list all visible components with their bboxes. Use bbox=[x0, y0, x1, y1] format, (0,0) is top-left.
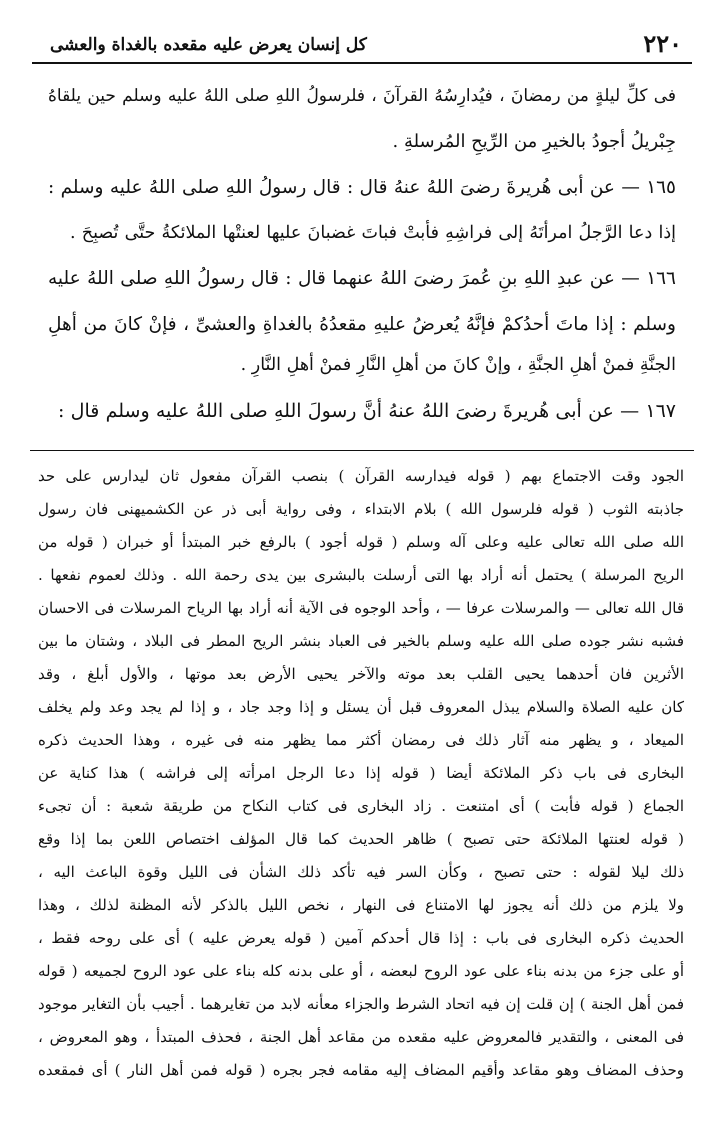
commentary-line: فمن أهل الجنة ) إن قلت إن فيه اتحاد الشرط والجزاء معأنه لابد من تغايرهما . أجيب بأن التغاير موجود bbox=[38, 995, 684, 1013]
commentary-line: ( قوله لعنتها الملائكة حتى تصبح ) ظاهر الحديث كما قال المؤلف اختصاص اللعن بما إذا وقع bbox=[38, 830, 684, 848]
commentary-line: الريح المرسلة ) يحتمل أنه أراد بها التى أرسلت بالبشرى بين يدى رحمة الله . وذلك لعموم نفعها . bbox=[38, 566, 684, 584]
hadith-166-heading: ١٦٦ — عن عبدِ اللهِ بنِ عُمرَ رضىَ اللهُ عنهما قال : قال رسولُ اللهِ صلى اللهُ عليه bbox=[48, 268, 676, 289]
main-text-line: فى كلِّ ليلةٍ من رمضانَ ، فيُدارِسُهُ القرآنَ ، فلرسولُ اللهِ صلى اللهُ عليه وسلم حين يلقاهُ bbox=[48, 86, 676, 106]
page-header bbox=[50, 22, 682, 60]
commentary-line: الأثرين فان أحدهما يحيى القلب بعد موته والآخر يحيى الأرض بعد موتها ، والأول أبلغ ، وقد bbox=[38, 665, 684, 683]
commentary-line: ولا يلزم من ذلك أنه يجوز لها الامتناع فى النهار ، نخص الليل بالذكر لأنه المظنة لذلك ، وهذا bbox=[38, 896, 684, 914]
commentary-divider bbox=[30, 450, 694, 451]
commentary-line: كان عليه الصلاة والسلام يبذل المعروف قبل أن يسئل و إذا وجد جاد ، و إذا لم يجد وعد ولم يخلف bbox=[38, 698, 684, 716]
commentary-line: فشبه نشر جوده صلى الله عليه وسلم بالخير فى العباد بنشر الريح المطر فى البلاد ، وشتان ما بين bbox=[38, 632, 684, 650]
main-text-line: الجنَّةِ فمنْ أهلِ الجنَّةِ ، وإنْ كانَ من أهلِ النَّارِ فمنْ أهلِ النَّارِ . bbox=[240, 355, 676, 375]
commentary-line: ذلك ليلا لقوله : حتى تصبح ، وكأن السر فيه تأكد ذلك الشأن فى الليل وقوة الباعث اليه ، bbox=[38, 863, 684, 881]
main-text-line: إذا دعا الرَّجلُ امرأتَهُ إلى فراشِهِ فأبتْ فباتَ غضبانَ عليها لعنتْها الملائكةُ حتَّى تُصبِحَ . bbox=[70, 223, 676, 243]
commentary-line: الميعاد ، و يظهر منه آثار ذلك فى رمضان أكثر مما يظهر منه فى غيره ، وهذا الحديث ذكره bbox=[38, 731, 684, 749]
commentary-line: البخارى فى باب ذكر الملائكة أيضا ( قوله إذا دعا الرجل امرأته إلى فراشه ) هذا كناية عن bbox=[38, 764, 684, 782]
commentary-line: جاذبته الثوب ( قوله فلرسول الله ) بلام الابتداء ، وفى رواية أبى ذر عن الكشميهنى فان رسول bbox=[38, 500, 684, 518]
commentary-line: الحديث ذكره البخارى فى باب : إذا قال أحدكم آمين ( قوله يعرض عليه ) أى على روحه فقط ، bbox=[38, 929, 684, 947]
commentary-line: قال الله تعالى — والمرسلات عرفا — ، وأحد الوجوه فى الآية أنه أراد بها الرياح المرسلات فى الاحسان bbox=[38, 599, 684, 617]
commentary-line: الله صلى الله تعالى عليه وعلى آله وسلم ( قوله أجود ) بالرفع خبر المبتدأ أو خبران ( قوله من bbox=[38, 533, 684, 551]
header-rule bbox=[32, 62, 692, 64]
main-text-line: وسلم : إذا ماتَ أحدُكمْ فإنَّهُ يُعرضُ عليهِ مقعدُهُ بالغداةِ والعشىِّ ، فإنْ كانَ من أهلِ bbox=[48, 314, 676, 335]
commentary-line: الجود وقت الاجتماع بهم ( قوله فيدارسه القرآن ) بنصب القرآن مفعول ثان ليدارس على حد bbox=[38, 467, 684, 485]
commentary-line: أو على جزء من بدنه بناء على عود الروح لبعضه ، أو على بدنه كله بناء على عود الروح لجميعه ( قوله bbox=[38, 962, 684, 980]
commentary-line: فى المعنى ، والتقدير فالمعروض عليه مقعده من مقاعد أهل الجنة ، فحذف المبتدأ ، وهو المعروض ، bbox=[38, 1028, 684, 1046]
main-text-line: جِبْريلُ أجودُ بالخيرِ من الرِّيحِ المُرسلةِ . bbox=[392, 131, 676, 152]
commentary-line: الجماع ( قوله فأبت ) أى امتنعت . زاد البخارى فى كتاب النكاح من طريقة شعبة : أن تجىء bbox=[38, 797, 684, 815]
hadith-165-heading: ١٦٥ — عن أبى هُريرةَ رضىَ اللهُ عنهُ قال : قال رسولُ اللهِ صلى اللهُ عليه وسلم : bbox=[48, 177, 676, 198]
running-title: كل إنسان يعرض عليه مقعده بالغداة والعشى bbox=[50, 35, 367, 55]
commentary-line: وحذف المضاف وهو مقاعد وأقيم المضاف إليه مقامه فجر بجره ( قوله فمن أهل النار ) أى فمقعده bbox=[38, 1061, 684, 1079]
hadith-167-heading: ١٦٧ — عن أبى هُريرةَ رضىَ اللهُ عنهُ أنَّ رسولَ اللهِ صلى اللهُ عليه وسلم قال : bbox=[58, 400, 676, 422]
page-number: ٢٢٠ bbox=[643, 29, 682, 58]
